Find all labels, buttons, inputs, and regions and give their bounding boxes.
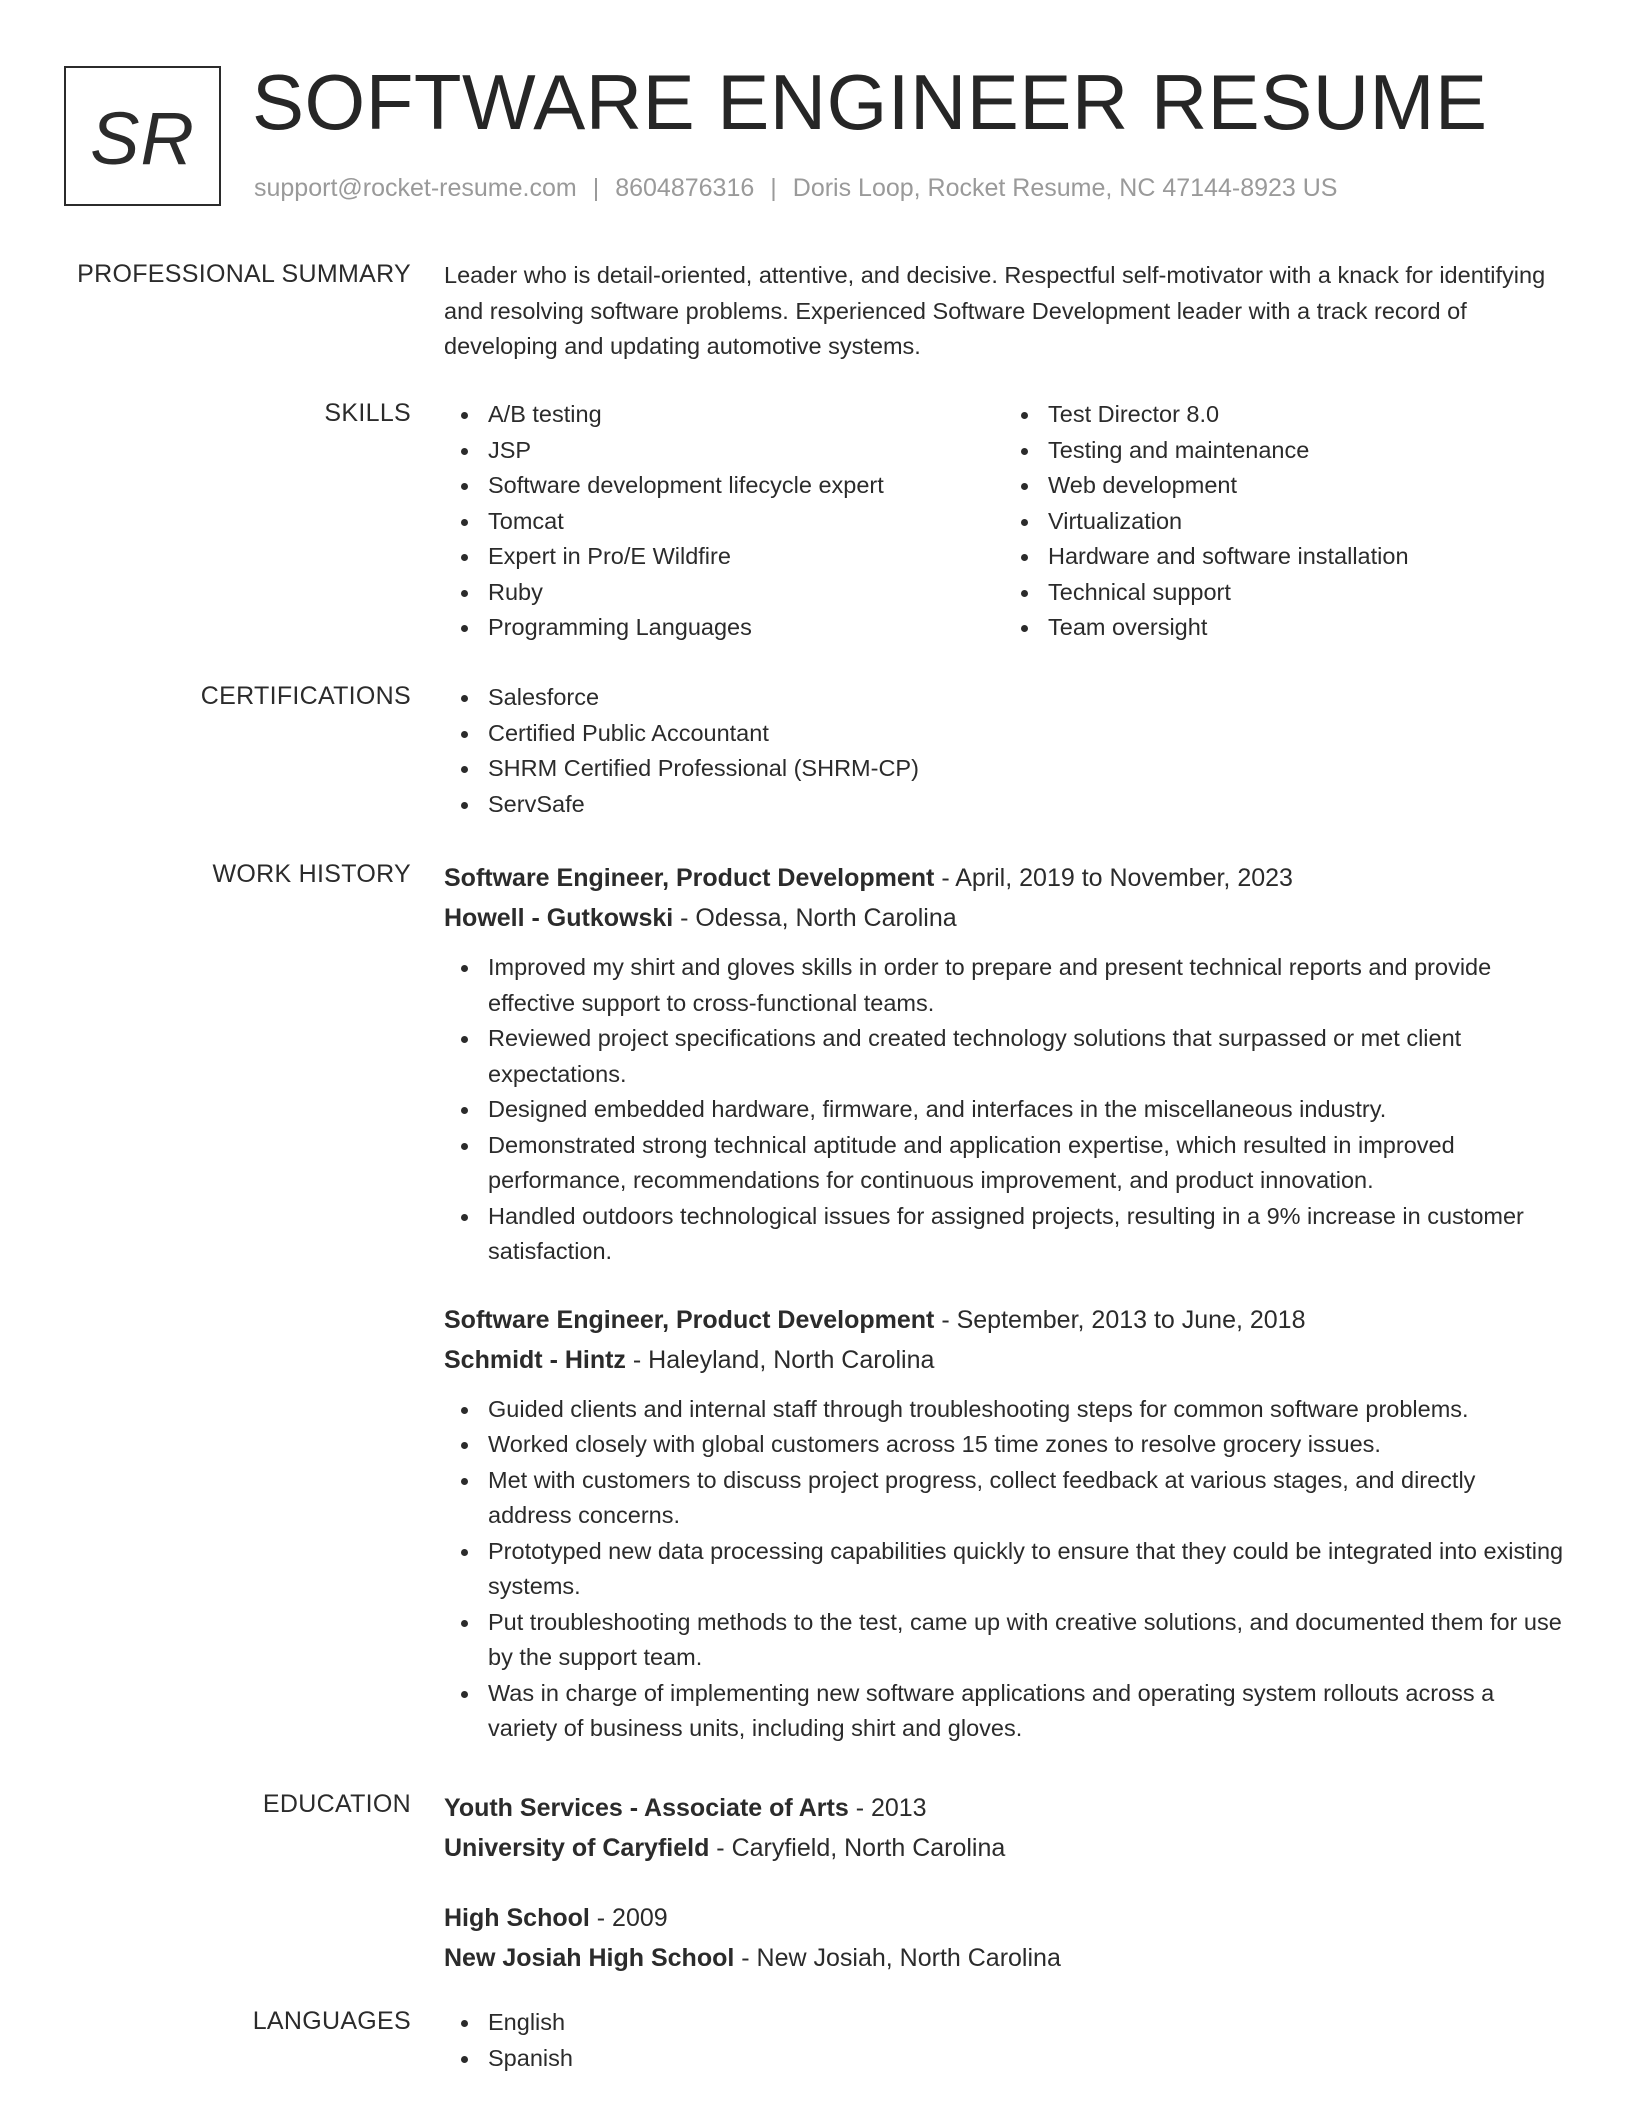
job-bullet: Demonstrated strong technical aptitude and application expertise, which resulted in improved performance, recommendations for continuous improvement, and product innovation.	[488, 1128, 1564, 1199]
skill-item: Programming Languages	[488, 610, 1004, 646]
section-label-work-history: WORK HISTORY	[212, 860, 411, 888]
job-bullet: Designed embedded hardware, firmware, and interfaces in the miscellaneous industry.	[488, 1092, 1564, 1128]
degree-year: - 2009	[589, 1904, 668, 1932]
skill-item: Virtualization	[1048, 504, 1564, 540]
section-label-languages: LANGUAGES	[252, 2007, 411, 2035]
certification-item: SHRM Certified Professional (SHRM-CP)	[488, 751, 1564, 787]
education-entry	[444, 1788, 1564, 1868]
contact-line	[254, 172, 1337, 204]
job-bullet: Prototyped new data processing capabilities quickly to ensure that they could be integrated into existing systems.	[488, 1534, 1564, 1605]
job-bullet: Was in charge of implementing new software applications and operating system rollouts across a variety of business units, including shirt and gloves.	[488, 1676, 1564, 1747]
certification-item: Salesforce	[488, 680, 1564, 716]
job-bullet: Met with customers to discuss project progress, collect feedback at various stages, and directly address concerns.	[488, 1463, 1564, 1534]
skills-list-left	[444, 397, 1004, 646]
degree-year: - 2013	[848, 1794, 927, 1822]
school-line	[444, 1938, 1564, 1978]
job-bullet: Worked closely with global customers across 15 time zones to resolve grocery issues.	[488, 1427, 1564, 1463]
job-location: - Odessa, North Carolina	[673, 904, 957, 932]
job-bullet: Handled outdoors technological issues for assigned projects, resulting in a 9% increase in customer satisfaction.	[488, 1199, 1564, 1270]
job-dates: - September, 2013 to June, 2018	[934, 1305, 1306, 1334]
job-title-line	[444, 858, 1564, 898]
skill-item: JSP	[488, 433, 1004, 469]
job-bullet: Guided clients and internal staff through troubleshooting steps for common software problems.	[488, 1392, 1564, 1428]
job-company-line	[444, 898, 1564, 938]
skill-item: Team oversight	[1048, 610, 1564, 646]
degree: High School	[444, 1904, 590, 1932]
job-title-line	[444, 1300, 1564, 1340]
certifications-list	[444, 680, 1564, 822]
job-responsibilities	[444, 1392, 1564, 1747]
section-label-certifications: CERTIFICATIONS	[200, 682, 411, 710]
job-location: - Haleyland, North Carolina	[625, 1345, 935, 1374]
job-bullet: Put troubleshooting methods to the test, came up with creative solutions, and documented them for use by the support team.	[488, 1605, 1564, 1676]
resume-title: SOFTWARE ENGINEER RESUME	[252, 58, 1488, 146]
section-label-education: EDUCATION	[262, 1790, 411, 1818]
skill-item: Expert in Pro/E Wildfire	[488, 539, 1004, 575]
education-entry	[444, 1898, 1564, 1978]
language-item: English	[488, 2005, 1564, 2041]
contact-separator: |	[592, 174, 600, 202]
job-responsibilities	[444, 950, 1564, 1270]
job-title: Software Engineer, Product Development	[444, 864, 935, 892]
degree: Youth Services - Associate of Arts	[444, 1794, 849, 1822]
school-location: - New Josiah, North Carolina	[734, 1944, 1061, 1972]
skill-item: A/B testing	[488, 397, 1004, 433]
contact-phone[interactable]: 8604876316	[615, 174, 755, 202]
job-company: Schmidt - Hintz	[444, 1345, 626, 1374]
school-line	[444, 1828, 1564, 1868]
job-bullet: Improved my shirt and gloves skills in order to prepare and present technical reports and provide effective support to cross-functional teams.	[488, 950, 1564, 1021]
languages-list	[444, 2005, 1564, 2076]
section-label-skills: SKILLS	[324, 399, 411, 427]
school-location: - Caryfield, North Carolina	[709, 1834, 1006, 1862]
school: University of Caryfield	[444, 1834, 710, 1862]
skill-item: Technical support	[1048, 575, 1564, 611]
job-entry	[444, 858, 1564, 1270]
section-label-summary: PROFESSIONAL SUMMARY	[77, 260, 411, 288]
job-company: Howell - Gutkowski	[444, 904, 674, 932]
school: New Josiah High School	[444, 1944, 735, 1972]
contact-separator: |	[770, 174, 777, 202]
degree-line	[444, 1788, 1564, 1828]
job-entry	[444, 1300, 1564, 1747]
language-item: Spanish	[488, 2041, 1564, 2077]
contact-email[interactable]: support@rocket-resume.com	[254, 174, 577, 202]
monogram-initials: SR	[90, 96, 195, 180]
job-dates: - April, 2019 to November, 2023	[934, 864, 1293, 892]
job-company-line	[444, 1340, 1564, 1380]
monogram-box	[64, 66, 221, 206]
skill-item: Test Director 8.0	[1048, 397, 1564, 433]
skills-columns	[444, 397, 1564, 646]
skill-item: Testing and maintenance	[1048, 433, 1564, 469]
job-bullet: Reviewed project specifications and created technology solutions that surpassed or met client expectations.	[488, 1021, 1564, 1092]
skills-list-right	[1004, 397, 1564, 646]
job-title: Software Engineer, Product Development	[444, 1305, 935, 1334]
skill-item: Hardware and software installation	[1048, 539, 1564, 575]
certification-item: Certified Public Accountant	[488, 716, 1564, 752]
certification-item: ServSafe	[488, 787, 1564, 823]
degree-line	[444, 1898, 1564, 1938]
contact-address: Doris Loop, Rocket Resume, NC 47144-8923 US	[792, 174, 1338, 202]
skill-item: Web development	[1048, 468, 1564, 504]
skill-item: Software development lifecycle expert	[488, 468, 1004, 504]
skill-item: Tomcat	[488, 504, 1004, 540]
skill-item: Ruby	[488, 575, 1004, 611]
summary-text: Leader who is detail-oriented, attentive, and decisive. Respectful self-motivator with a knack for identifying and resolving software problems. Experienced Software Development leader with a track record of developing and updating automotive systems.	[444, 262, 1546, 359]
